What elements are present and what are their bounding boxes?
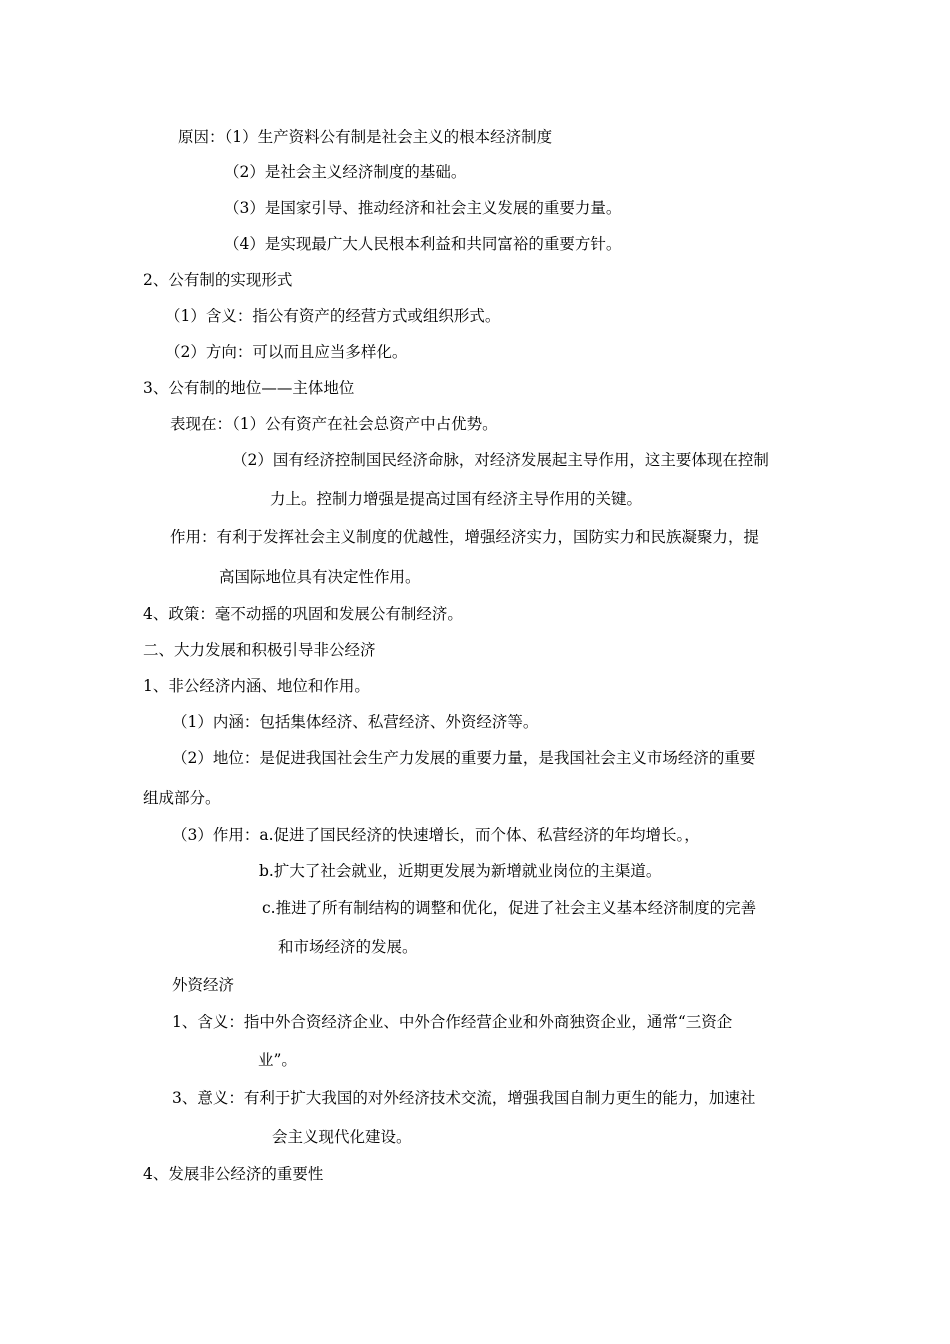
text-line: （2）方向：可以而且应当多样化。 bbox=[165, 343, 408, 361]
heading-line: 1、非公经济内涵、地位和作用。 bbox=[143, 677, 370, 695]
text-line: （3）是国家引导、推动经济和社会主义发展的重要力量。 bbox=[224, 199, 622, 217]
heading-line: 4、发展非公经济的重要性 bbox=[143, 1165, 324, 1183]
section-heading: 二、大力发展和积极引导非公经济 bbox=[143, 641, 376, 659]
text-line: 1、含义：指中外合资经济企业、中外合作经营企业和外商独资企业，通常“三资企 bbox=[172, 1013, 733, 1031]
text-line: 力上。控制力增强是提高过国有经济主导作用的关键。 bbox=[270, 490, 643, 508]
text-line: c.推进了所有制结构的调整和优化，促进了社会主义基本经济制度的完善 bbox=[262, 899, 757, 917]
heading-line: 4、政策：毫不动摇的巩固和发展公有制经济。 bbox=[143, 605, 463, 623]
text-line: 业”。 bbox=[258, 1051, 297, 1069]
text-line: b.扩大了社会就业，近期更发展为新增就业岗位的主渠道。 bbox=[259, 862, 662, 880]
text-line: 会主义现代化建设。 bbox=[272, 1128, 412, 1146]
heading-line: 2、公有制的实现形式 bbox=[143, 271, 293, 289]
heading-line: 3、公有制的地位——主体地位 bbox=[143, 379, 355, 397]
text-line: （2）国有经济控制国民经济命脉，对经济发展起主导作用，这主要体现在控制 bbox=[232, 451, 769, 469]
text-line: （4）是实现最广大人民根本利益和共同富裕的重要方针。 bbox=[224, 235, 622, 253]
text-line: （3）作用：a.促进了国民经济的快速增长，而个体、私营经济的年均增长。， bbox=[172, 826, 700, 844]
text-line: 和市场经济的发展。 bbox=[278, 938, 418, 956]
subheading-line: 外资经济 bbox=[172, 976, 235, 994]
text-line: 表现在：（1）公有资产在社会总资产中占优势。 bbox=[170, 415, 498, 433]
text-line: （1）内涵：包括集体经济、私营经济、外资经济等。 bbox=[172, 713, 539, 731]
text-line: 组成部分。 bbox=[143, 789, 221, 807]
text-line: 作用：有利于发挥社会主义制度的优越性，增强经济实力，国防实力和民族凝聚力，提 bbox=[170, 528, 760, 546]
text-line: （2）是社会主义经济制度的基础。 bbox=[224, 163, 467, 181]
text-line: （1）含义：指公有资产的经营方式或组织形式。 bbox=[165, 307, 501, 325]
text-line: 3、意义：有利于扩大我国的对外经济技术交流，增强我国自制力更生的能力，加速社 bbox=[172, 1089, 756, 1107]
text-line: 高国际地位具有决定性作用。 bbox=[219, 568, 421, 586]
text-line: （2）地位：是促进我国社会生产力发展的重要力量，是我国社会主义市场经济的重要 bbox=[172, 749, 756, 767]
text-line: 原因：（1）生产资料公有制是社会主义的根本经济制度 bbox=[178, 128, 553, 146]
